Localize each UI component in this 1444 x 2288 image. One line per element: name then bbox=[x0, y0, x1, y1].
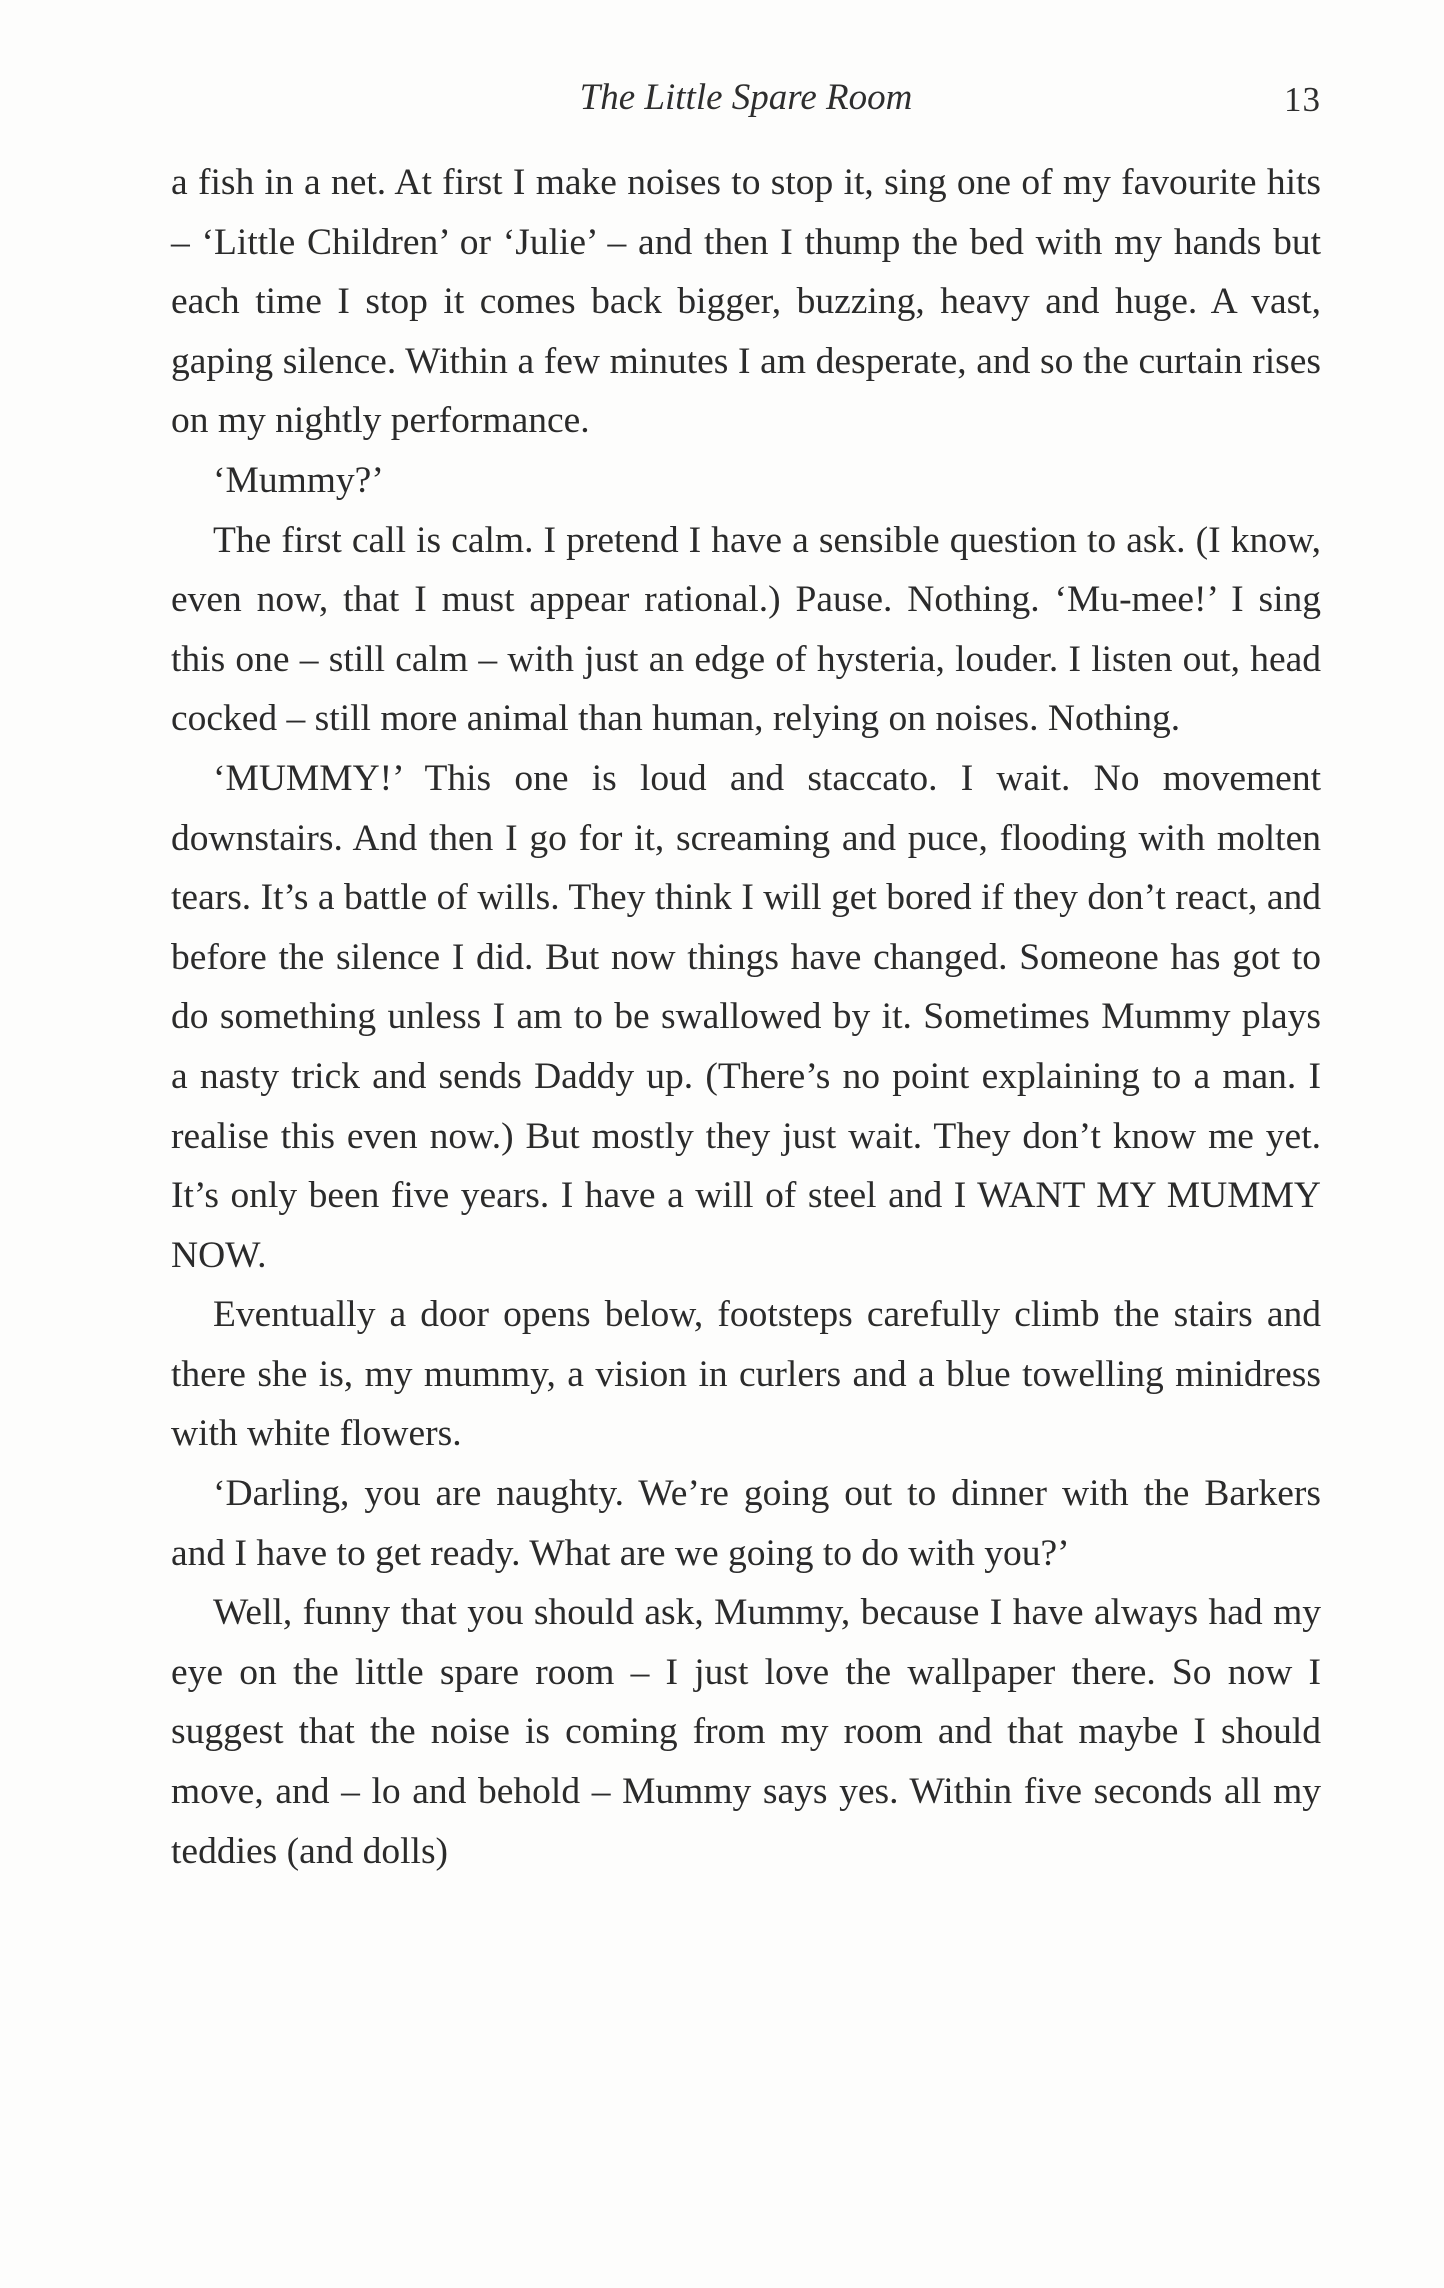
paragraph-5: Eventually a door opens below, footsteps carefully climb the stairs and there she is, my mummy, a vision in curlers and a blue towelling minidress with white flowers. bbox=[171, 1294, 1321, 1455]
body-text bbox=[171, 153, 1321, 1881]
paragraph-7: Well, funny that you should ask, Mummy, because I have always had my eye on the little spare room – I just love the wallpaper there. So now I suggest that the noise is coming from my room and that maybe I should move, and – lo and behold – Mummy says yes. Within five seconds all my teddies (and dolls) bbox=[171, 1592, 1321, 1872]
paragraph-6: ‘Darling, you are naughty. We’re going out to dinner with the Barkers and I have to get ready. What are we going to do with you?’ bbox=[171, 1473, 1321, 1574]
paragraph-3: The first call is calm. I pretend I have a sensible question to ask. (I know, even now, that I must appear rational.) Pause. Nothing. ‘Mu-mee!’ I sing this one – still calm – with just an edge of hysteria, louder. I listen out, head cocked – still more animal than human, relying on noises. Nothing. bbox=[171, 519, 1321, 740]
paragraph-2: ‘Mummy?’ bbox=[213, 459, 384, 501]
running-title: The Little Spare Room bbox=[579, 77, 913, 118]
page-number: 13 bbox=[1284, 80, 1321, 119]
paragraph-4: ‘MUMMY!’ This one is loud and staccato. I wait. No movement downstairs. And then I go for it, screaming and puce, flooding with molten tears. It’s a battle of wills. They think I will get bored if they don’t react, and before the silence I did. But now things have changed. Someone has got to do something unless I am to be swallowed by it. Sometimes Mummy plays a nasty trick and sends Daddy up. (There’s no point explaining to a man. I realise this even now.) But mostly they just wait. They don’t know me yet. It’s only been five years. I have a will of steel and I WANT MY MUMMY NOW. bbox=[171, 757, 1321, 1276]
paragraph-1: a fish in a net. At first I make noises to stop it, sing one of my favourite hits – ‘Little Children’ or ‘Julie’ – and then I thump the bed with my hands but each time I stop it comes back bigger, buzzing, heavy and huge. A vast, gaping silence. Within a few minutes I am desperate, and so the curtain rises on my nightly performance. bbox=[171, 162, 1321, 442]
running-head bbox=[171, 70, 1321, 126]
